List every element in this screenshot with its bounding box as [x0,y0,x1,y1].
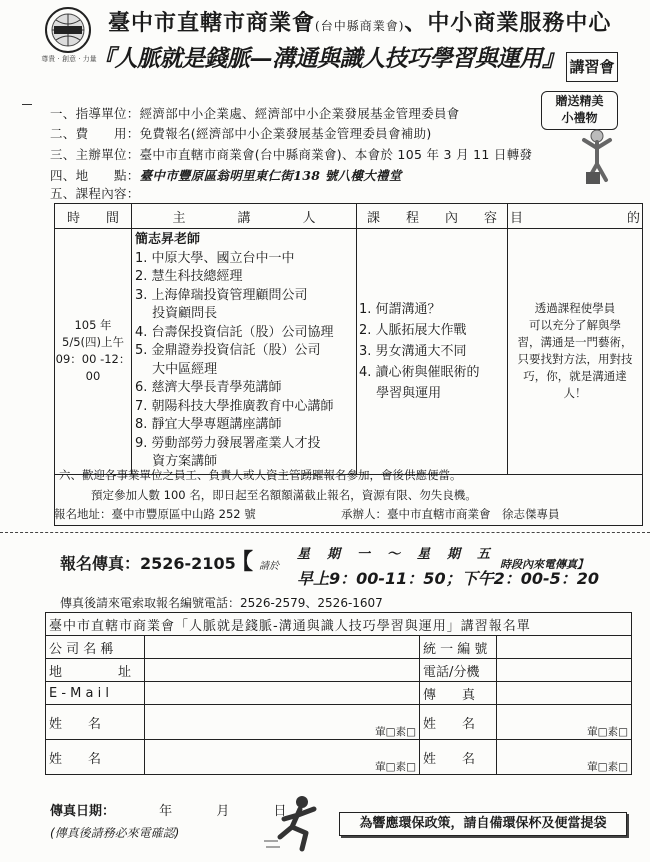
cut-line [0,532,650,533]
name-label: 姓 名 [420,740,497,775]
notes-box [54,463,643,526]
fax-date-year: 年 [159,804,173,819]
eco-note: 為響應環保政策，請自備環保杯及便當提袋 [339,812,627,836]
purpose-line: 只要找對方法，用對技 [517,352,633,367]
gift-line-1: 贈送精美 [555,94,604,108]
fax-note: 時段內來電傳真】 [500,558,588,571]
content-item: 學習與運用 [359,385,442,401]
meal-choice[interactable]: 葷□素□ [145,705,420,740]
speaker-credential: 3. 上海偉瑞投資管理顧問公司 [135,287,308,303]
org-title-note: (台中縣商業會) [315,19,405,33]
margin-mark [22,104,32,105]
unified-no-field[interactable] [497,636,632,659]
name-label: 姓 名 [420,705,497,740]
gift-figure-icon [572,128,622,188]
runner-icon [262,793,332,855]
time-line: 105 年 [74,318,112,333]
fax-number: 報名傳真：2526-2105 [60,554,236,573]
company-label: 公 司 名 稱 [46,636,145,659]
purpose-line: 透過課程使學員 [534,301,616,316]
notes-line-2: 預定參加人數 100 名，即日起至名額額滿截止報名，資源有限、勿失良機。 [91,488,477,502]
company-field[interactable] [145,636,420,659]
org-title-suffix: 、中小商業服務中心 [404,10,612,36]
info-venue-value: 臺中市豐原區翁明里東仁街138 號八樓大禮堂 [139,168,402,183]
org-title-main: 臺中市直轄市商業會 [108,10,316,36]
speaker-credential: 6. 慈濟大學長青學苑講師 [135,380,282,395]
time-cell [55,229,132,475]
fax-hours: 早上9：00-11：50；下午2：00-5：20 [297,569,600,588]
phone-field[interactable] [497,659,632,682]
fax-bracket: 【 [231,550,254,575]
header-content: 課 程 內 容 [357,204,508,229]
form-title: 臺中市直轄市商業會「人脈就是錢脈-溝通與識人技巧學習與運用」講習報名單 [46,613,632,636]
phone-label: 電話/分機 [420,659,497,682]
form-row [46,659,632,682]
fax-label: 傳 真 [420,682,497,705]
meal-choice[interactable]: 葷□素□ [497,740,632,775]
gift-line-2: 小禮物 [561,111,598,125]
speaker-name: 簡志昇老師 [135,232,201,247]
registration-form [45,612,632,775]
content-item: 2. 人脈拓展大作戰 [359,322,467,338]
speaker-credential: 7. 朝陽科技大學推廣教育中心講師 [135,398,334,414]
logo-caption: 尊貴 · 創意 · 力量 [41,55,97,63]
purpose-cell [508,229,643,475]
speaker-credential: 4. 台壽保投資信託（股）公司協理 [135,324,334,340]
fax-date-day: 日 [273,804,287,819]
speaker-credential: 9. 勞動部勞力發展署產業人才投 [135,435,321,451]
info-fee [50,124,432,142]
course-title: 『人脈就是錢脈—溝通與識人技巧學習與運用』 [92,45,565,72]
speaker-credential: 2. 慧生科技總經理 [135,269,243,284]
time-line: 09：00 -12：00 [55,352,131,384]
purpose-line: 人！ [563,386,587,401]
header-time: 時 間 [55,204,132,229]
notes-line-1: 六、歡迎各事業單位之員工、負責人或人資主管踴躍報名參加，會後供應便當。 [59,468,462,482]
speaker-credential: 5. 金鼎證券投資信託（股）公司 [135,343,321,358]
form-row [46,740,632,775]
unified-no-label: 統 一 編 號 [420,636,497,659]
fax-field[interactable] [497,682,632,705]
schedule-header-row [55,204,643,229]
gift-callout [541,91,618,130]
purpose-line: 習，溝通是一門藝術， [517,335,633,350]
schedule-row [55,229,643,475]
content-item: 3. 男女溝通大不同 [359,343,467,359]
info-host-label: 三、主辦單位： [50,147,140,162]
fax-date [50,800,286,819]
purpose-line: 巧，你，就是溝通達 [523,369,627,384]
form-title-row [46,613,632,636]
info-venue [50,166,402,184]
info-fee-value: 免費報名(經濟部中小企業發展基金管理委員會補助) [139,126,432,141]
speaker-credential: 投資顧問長 [135,306,218,321]
fax-days: 星 期 一 ～ 星 期 五 [297,547,493,562]
info-host [50,145,532,163]
speaker-credential: 8. 靜宜大學專題講座講師 [135,417,282,432]
header-speaker: 主 講 人 [132,204,357,229]
content-cell [357,229,508,475]
address-label: 地 址 [46,659,145,682]
speaker-credential: 1. 中原大學、國立台中一中 [135,250,295,266]
address-field[interactable] [145,659,420,682]
header-purpose: 目 的 [508,204,643,229]
speaker-cell [132,229,357,475]
purpose-line: 可以充分了解與學 [529,318,621,333]
speaker-credential: 大中區經理 [135,361,218,377]
email-label: E - M a i l [46,682,145,705]
name-label: 姓 名 [46,740,145,775]
name-label: 姓 名 [46,705,145,740]
info-course: 五、課程內容： [50,186,140,201]
schedule-table [54,203,643,475]
confirm-note: (傳真後請務必來電確認) [50,826,180,840]
form-row [46,636,632,659]
content-item: 1. 何謂溝通？ [359,301,441,317]
info-guide-label: 一、指導單位： [50,106,140,121]
org-logo-icon [44,6,92,54]
info-guide-value: 經濟部中小企業處、經濟部中小企業發展基金管理委員會 [139,106,460,121]
notes-address: 報名地址：臺中市豐原區中山路 252 號 [54,507,256,521]
info-venue-label: 四、地 點： [50,168,140,183]
email-field[interactable] [145,682,420,705]
speaker-credential: 資方案講師 [135,454,218,469]
org-title [108,6,611,37]
form-row [46,705,632,740]
notes-organizer: 承辦人：臺中市直轄市商業會 徐志傑專員 [341,507,560,521]
fax-please: 請於 [259,561,279,572]
meal-choice[interactable]: 葷□素□ [497,705,632,740]
fax-date-month: 月 [216,804,230,819]
info-guide [50,104,460,122]
form-row [46,682,632,705]
time-line: 5/5(四)上午 [62,335,124,350]
seminar-badge: 講習會 [566,52,618,82]
fax-date-label: 傳真日期： [50,804,116,819]
info-fee-label: 二、費 用： [50,126,140,141]
meal-choice[interactable]: 葷□素□ [145,740,420,775]
fax-confirm: 傳真後請來電索取報名編號電話：2526-2579、2526-1607 [60,596,383,610]
info-host-value: 臺中市直轄市商業會(台中縣商業會)、本會於 105 年 3 月 11 日轉發 [139,147,533,162]
content-item: 4. 讀心術與催眠術的 [359,364,480,380]
